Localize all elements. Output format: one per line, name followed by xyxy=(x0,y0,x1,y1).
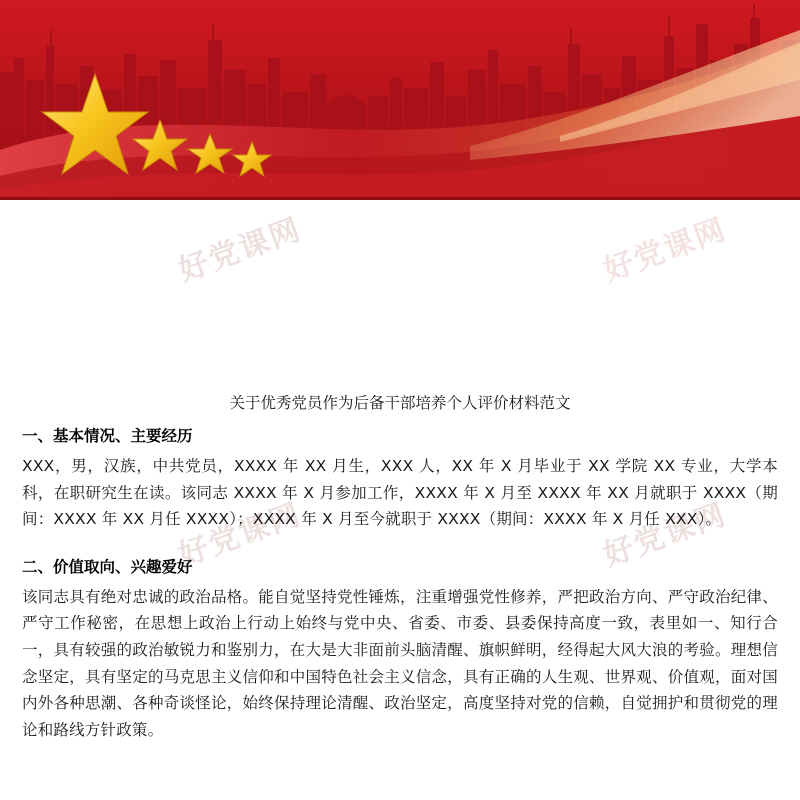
watermark-1: 好党课网 xyxy=(174,211,307,289)
section-paragraph-2: 该同志具有绝对忠诚的政治品格。能自觉坚持党性锤炼，注重增强党性修养，严把政治方向、严守政治纪律、严守工作秘密，在思想上政治上行动上始终与党中央、省委、市委、县委保持高度一致，表里如一、知行合一，具有较强的政治敏锐力和鉴别力，在大是大非面前头脑清醒、旗帜鲜明，经得起大风大浪的考验。理想信念坚定，具有坚定的马克思主义信仰和中国特色社会主义信念，具有正确的人生观、世界观、价值观，面对国内外各种思潮、各种奇谈怪论，始终保持理论清醒、政治坚定，高度坚持对党的信赖，自觉拥护和贯彻党的理论和路线方针政策。 xyxy=(22,587,778,740)
watermark-4: 好党课网 xyxy=(599,496,732,574)
section-heading-1: 一、基本情况、主要经历 xyxy=(22,427,193,446)
page-title: 关于优秀党员作为后备干部培养个人评价材料范文 xyxy=(229,394,571,412)
section-gap xyxy=(22,533,778,555)
document-body xyxy=(0,200,800,800)
top-whitespace xyxy=(22,200,778,392)
section-heading-2: 二、价值取向、兴趣爱好 xyxy=(22,558,193,577)
section-paragraph-1: XXX，男，汉族，中共党员，XXXX 年 XX 月生，XXX 人，XX 年 X 月毕业于 XX 学院 XX 专业，大学本科，在职研究生在读。该同志 XXXX 年 X 月参加工作，XXXX 年 X 月至 XXXX 年 XX 月就职于 XXXX（期间：XXXX 年 XX 月任 XXXX）；XXXX 年 X 月至今就职于 XXXX（期间：XXXX 年 X 月任 XXX）。 xyxy=(22,457,778,529)
header-banner xyxy=(0,0,800,200)
city-skyline-graphic xyxy=(0,0,800,200)
watermark-3: 好党课网 xyxy=(174,496,307,574)
watermark-2: 好党课网 xyxy=(599,211,732,289)
